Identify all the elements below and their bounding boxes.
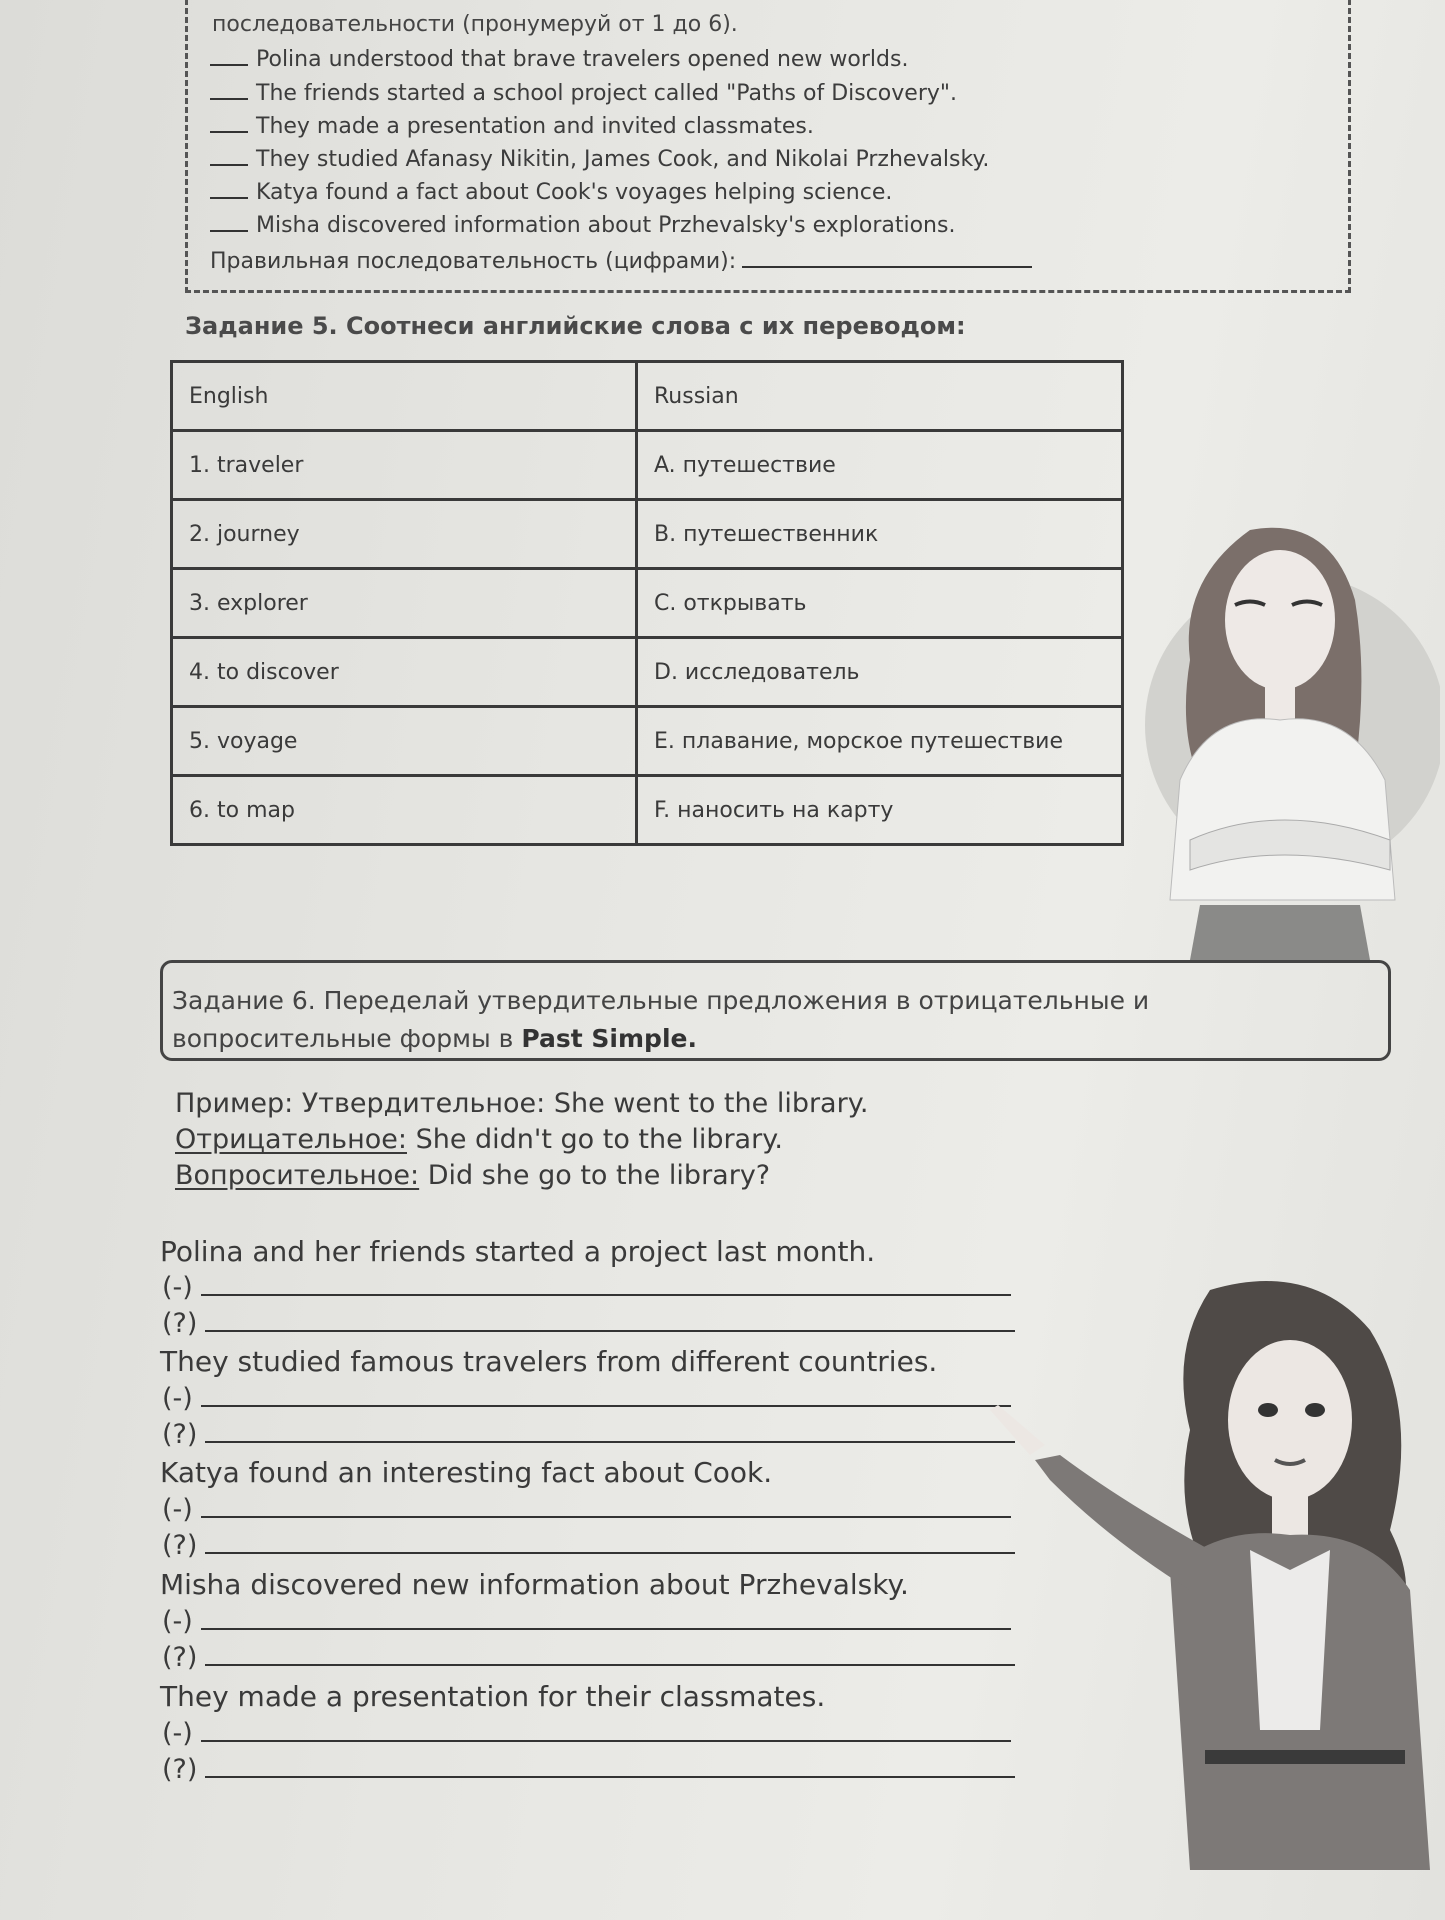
example-affirmative: Пример: Утвердительное: She went to the library. <box>175 1088 869 1119</box>
english-word: 6. to map <box>172 776 637 845</box>
table-header-row <box>172 362 1123 431</box>
answer-line[interactable] <box>205 1310 1015 1332</box>
number-blank[interactable] <box>210 212 248 232</box>
pointing-woman-illustration <box>990 1270 1440 1870</box>
sequence-item: They studied Afanasy Nikitin, James Cook, and Nikolai Przhevalsky. <box>210 146 989 172</box>
sequence-item: They made a presentation and invited classmates. <box>210 113 814 139</box>
example-negative: Отрицательное: She didn't go to the library. <box>175 1124 783 1155</box>
russian-word: A. путешествие <box>637 431 1123 500</box>
number-blank[interactable] <box>210 113 248 133</box>
english-word: 1. traveler <box>172 431 637 500</box>
number-blank[interactable] <box>210 179 248 199</box>
answer-line[interactable] <box>201 1720 1011 1742</box>
russian-word: D. исследователь <box>637 638 1123 707</box>
task6-heading: Задание 6. Переделай утвердительные предложения в отрицательные и вопросительные формы в Past Simple. <box>172 986 1150 1053</box>
number-blank[interactable] <box>210 80 248 100</box>
russian-word: F. наносить на карту <box>637 776 1123 845</box>
question-answer: (?) <box>162 1308 1015 1339</box>
english-word: 4. to discover <box>172 638 637 707</box>
table-row <box>172 707 1123 776</box>
exercise-sentence: They studied famous travelers from different countries. <box>160 1345 938 1378</box>
number-blank[interactable] <box>210 46 248 66</box>
teacher-illustration <box>1120 520 1440 960</box>
question-answer: (?) <box>162 1530 1015 1561</box>
exercise-sentence: Katya found an interesting fact about Cook. <box>160 1456 773 1489</box>
sequence-item: Katya found a fact about Cook's voyages helping science. <box>210 179 892 205</box>
question-answer: (?) <box>162 1754 1015 1785</box>
table-row <box>172 569 1123 638</box>
answer-line[interactable] <box>205 1756 1015 1778</box>
sequence-item: The friends started a school project called "Paths of Discovery". <box>210 80 957 106</box>
question-answer: (?) <box>162 1642 1015 1673</box>
table-row <box>172 638 1123 707</box>
russian-word: B. путешественник <box>637 500 1123 569</box>
number-blank[interactable] <box>210 146 248 166</box>
sequence-title: последовательности (пронумеруй от 1 до 6). <box>212 12 738 37</box>
question-answer: (?) <box>162 1419 1015 1450</box>
header-english: English <box>172 362 637 431</box>
exercise-sentence: Polina and her friends started a project last month. <box>160 1235 876 1268</box>
negative-answer: (-) <box>162 1272 1011 1303</box>
exercise-sentence: They made a presentation for their classmates. <box>160 1680 826 1713</box>
answer-line[interactable] <box>201 1496 1011 1518</box>
task5-heading: Задание 5. Соотнеси английские слова с их переводом: <box>185 312 966 340</box>
table-row <box>172 431 1123 500</box>
negative-answer: (-) <box>162 1606 1011 1637</box>
answer-line[interactable] <box>201 1385 1011 1407</box>
answer-line[interactable] <box>201 1608 1011 1630</box>
russian-word: E. плавание, морское путешествие <box>637 707 1123 776</box>
table-row <box>172 500 1123 569</box>
answer-line[interactable] <box>201 1274 1011 1296</box>
answer-line[interactable] <box>205 1532 1015 1554</box>
header-russian: Russian <box>637 362 1123 431</box>
sequence-item: Misha discovered information about Przhevalsky's explorations. <box>210 212 955 238</box>
negative-answer: (-) <box>162 1383 1011 1414</box>
answer-line[interactable] <box>205 1421 1015 1443</box>
table-row <box>172 776 1123 845</box>
matching-table <box>170 360 1124 846</box>
english-word: 3. explorer <box>172 569 637 638</box>
sequence-answer-line[interactable] <box>742 248 1032 268</box>
sequence-item: Polina understood that brave travelers opened new worlds. <box>210 46 908 72</box>
russian-word: C. открывать <box>637 569 1123 638</box>
english-word: 2. journey <box>172 500 637 569</box>
english-word: 5. voyage <box>172 707 637 776</box>
negative-answer: (-) <box>162 1718 1011 1749</box>
example-question: Вопросительное: Did she go to the library? <box>175 1160 771 1191</box>
negative-answer: (-) <box>162 1494 1011 1525</box>
sequence-answer: Правильная последовательность (цифрами): <box>210 248 1032 274</box>
answer-line[interactable] <box>205 1644 1015 1666</box>
exercise-sentence: Misha discovered new information about Przhevalsky. <box>160 1568 909 1601</box>
